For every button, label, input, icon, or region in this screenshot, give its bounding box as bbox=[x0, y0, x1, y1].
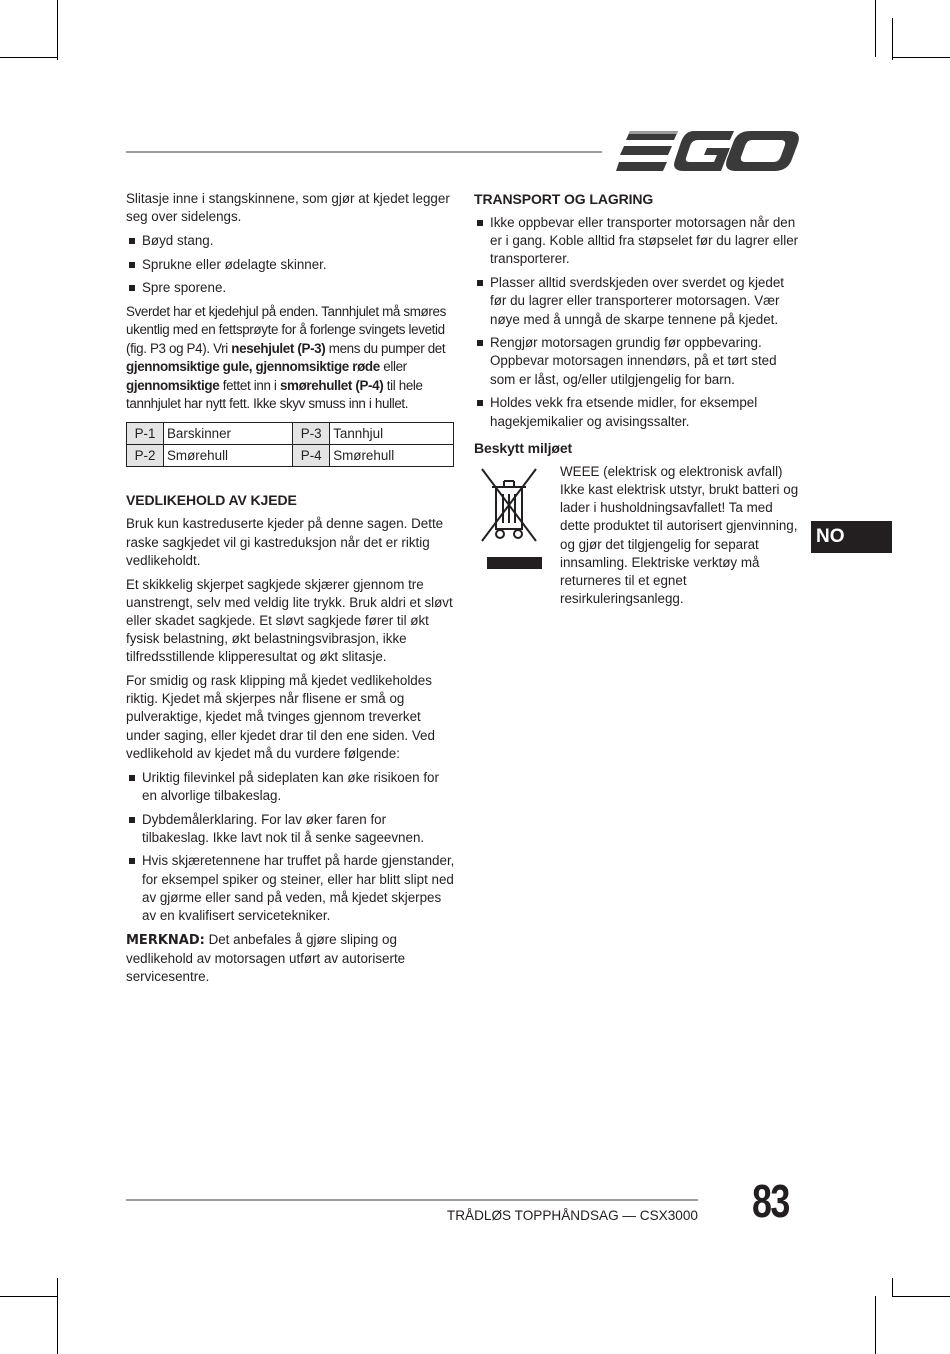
list-item: Rengjør motorsagen grundig før oppbevaring. Oppbevar motorsagen innendørs, på et tørt sted som er låst, og/eller utilgjengelig for barn. bbox=[474, 334, 802, 389]
chain-paragraph: For smidig og rask klipping må kjedet vedlikeholdes riktig. Kjedet må skjerpes når flisene er små og pulveraktige, kjedet må tvinges gjennom treverket under saging, eller kjedet drar til den ene siden. Ved vedlikehold av kjedet må du vurdere følgende: bbox=[126, 673, 435, 761]
list-item: Bøyd stang. bbox=[126, 232, 456, 250]
wear-intro: Slitasje inne i stangskinnene, som gjør at kjedet legger seg over sidelengs. bbox=[126, 191, 450, 225]
table-row bbox=[127, 423, 454, 445]
part-label: Tannhjul bbox=[330, 423, 454, 445]
language-tab: NO bbox=[811, 521, 892, 553]
list-item: Sprukne eller ødelagte skinner. bbox=[126, 256, 456, 274]
crop-mark bbox=[892, 1278, 893, 1296]
list-item: Uriktig filevinkel på sideplaten kan øke risikoen for en alvorlige tilbakeslag. bbox=[126, 769, 456, 805]
crop-mark bbox=[0, 1296, 57, 1297]
note-label: MERKNAD: bbox=[126, 932, 205, 948]
chain-maintenance-heading: VEDLIKEHOLD AV KJEDE bbox=[126, 492, 297, 509]
crop-mark bbox=[875, 1296, 876, 1354]
parts-table bbox=[126, 422, 454, 467]
crop-mark bbox=[875, 0, 876, 57]
ego-logo bbox=[616, 128, 802, 174]
chain-list bbox=[126, 769, 456, 926]
list-item: Dybdemålerklaring. For lav øker faren for tilbakeslag. Ikke lavt nok til å senke sageevnen. bbox=[126, 811, 456, 847]
list-item: Hvis skjæretennene har truffet på harde gjenstander, for eksempel spiker og steiner, eller har blitt slipt ned av gjørme eller sand på veden, må kjedet skjerpes av en kvalifisert servicetekniker. bbox=[126, 852, 456, 925]
table-row bbox=[127, 445, 454, 467]
page-number: 83 bbox=[752, 1175, 789, 1227]
chain-paragraph: Bruk kun kastreduserte kjeder på denne sagen. Dette raske sagkjedet vil gi kastreduksjon når det er riktig vedlikeholdt. bbox=[126, 516, 444, 568]
transport-heading: TRANSPORT OG LAGRING bbox=[474, 191, 654, 207]
crossed-bin-icon bbox=[474, 465, 544, 565]
left-column bbox=[126, 190, 456, 992]
list-item: Holdes vekk fra etsende midler, for eksempel hagekjemikalier og avisingssalter. bbox=[474, 394, 802, 430]
list-item: Plasser alltid sverdskjeden over sverdet og kjedet før du lagrer eller transporterer motorsagen. Vær nøye med å unngå de skarpe tennene på kjedet. bbox=[474, 274, 802, 329]
wear-list bbox=[126, 232, 456, 298]
header-rule bbox=[126, 151, 602, 153]
part-code: P-1 bbox=[127, 423, 164, 445]
note-paragraph: MERKNAD: Det anbefales å gjøre sliping og vedlikehold av motorsagen utført av autoriserte servicesentre. bbox=[126, 931, 406, 985]
part-code: P-4 bbox=[293, 445, 330, 467]
crop-mark bbox=[892, 1296, 950, 1297]
crop-mark bbox=[0, 57, 57, 58]
part-label: Smørehull bbox=[330, 445, 454, 467]
right-column bbox=[474, 190, 802, 608]
part-label: Barskinner bbox=[164, 423, 293, 445]
crop-mark bbox=[57, 0, 58, 60]
crop-mark bbox=[892, 18, 893, 60]
list-item: Ikke oppbevar eller transporter motorsagen når den er i gang. Koble alltid fra støpselet før du lagrer eller transporterer. bbox=[474, 214, 802, 269]
list-item: Spre sporene. bbox=[126, 279, 456, 297]
crop-mark bbox=[57, 1278, 58, 1354]
environment-heading: Beskytt miljøet bbox=[474, 439, 573, 456]
crop-mark bbox=[892, 57, 950, 58]
weee-block bbox=[474, 463, 802, 609]
chain-paragraph: Et skikkelig skjerpet sagkjede skjærer gjennom tre uanstrengt, selv med veldig lite trykk. Bruk aldri et sløvt eller skadet sagkjede. Et sløvt sagkjede fører til økt fysisk belastning, økt belastningsvibrasjon, ikke tilfredsstillende klipperesultat og økt slitasje. bbox=[126, 576, 453, 665]
footer-rule bbox=[126, 1199, 698, 1201]
weee-text: WEEE (elektrisk og elektronisk avfall) Ikke kast elektrisk utstyr, brukt batteri og lader i husholdningsavfallet! Ta med dette produktet til autorisert gjenvinning, og gjør det tilgjengelig for separat innsamling. Elektriske verktøy må returneres til et egnet resirkuleringsanlegg. bbox=[560, 463, 799, 607]
weee-bar bbox=[487, 557, 542, 569]
part-code: P-3 bbox=[293, 423, 330, 445]
part-label: Smørehull bbox=[164, 445, 293, 467]
part-code: P-2 bbox=[127, 445, 164, 467]
footer-title: TRÅDLØS TOPPHÅNDSAG — CSX3000 bbox=[446, 1208, 698, 1223]
grease-paragraph: Sverdet har et kjedehjul på enden. Tannhjulet må smøres ukentlig med en fettsprøyte for å forlenge svingets levetid (fig. P3 og P4). Vri nesehjulet (P-3) mens du pumper det gjennomsiktige gule, gjennomsiktige røde eller gjennomsiktige fettet inn i smørehullet (P-4) til hele tannhjulet har nytt fett. Ikke skyv smuss inn i hullet. bbox=[126, 304, 446, 412]
transport-list bbox=[474, 214, 802, 431]
